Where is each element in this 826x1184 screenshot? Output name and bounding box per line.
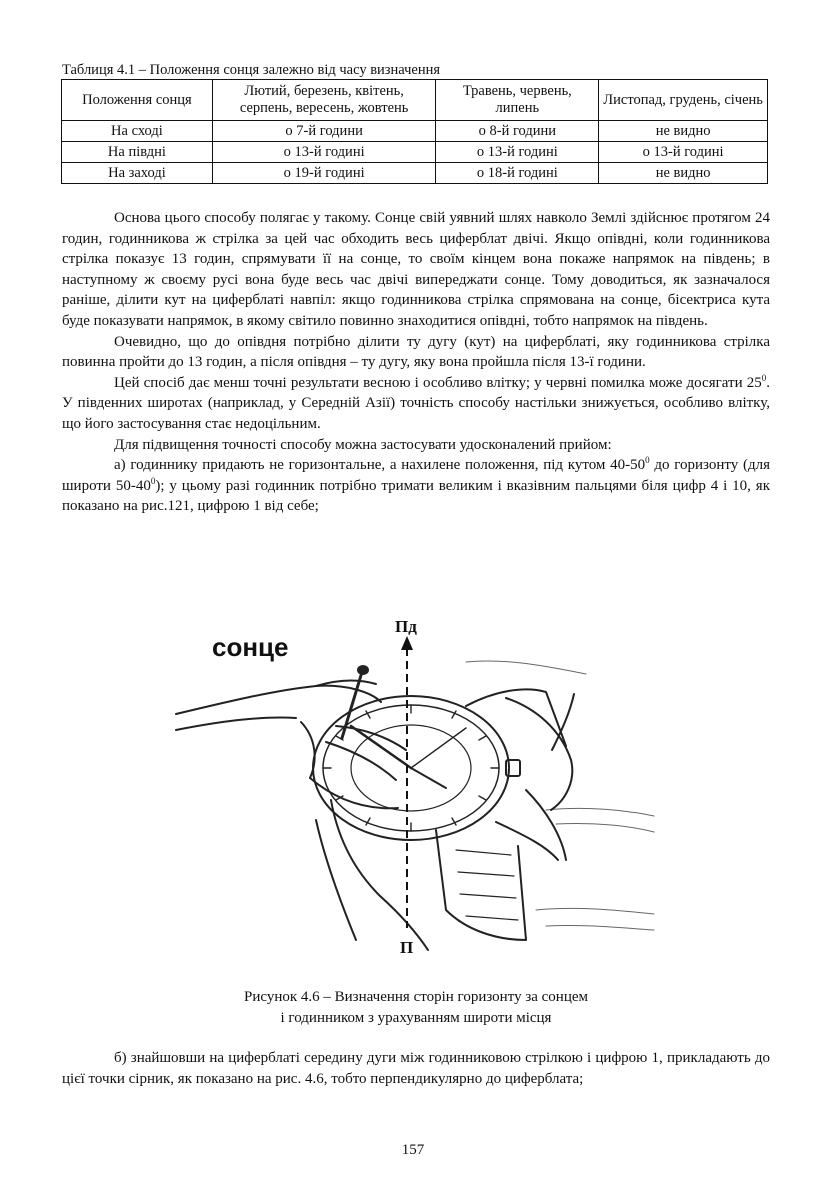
sun-label: сонце — [212, 632, 289, 662]
paragraph: Основа цього способу полягає у такому. Сонце свій уявний шлях навколо Землі здійснює протягом 24 годин, годинникова ж стрілка за цей час обходить весь циферблат двічі. Якщо опівдні, коли годинникова стрілка показує 13 годин, спрямувати її на сонце, то своїм кінцем вона покаже напрямок на південь; в наступному ж своєму русі вона буде весь час двічі випереджати сонце. Тому доводиться, як зазначалося раніше, ділити кут на циферблаті навпіл: якщо годинникова стрілка спрямована на сонце, бісектриса кута буде показувати напрямок, в якому світило повинно знаходитися опівдні, тобто напрямок на південь. — [62, 210, 770, 329]
figure-caption-line: і годинником з урахуванням широти місця — [280, 1009, 552, 1026]
table-cell: о 7-й години — [212, 121, 436, 142]
paragraph: Очевидно, що до опівдня потрібно ділити ту дугу (кут) на циферблаті, яку годинникова стрілка повинна пройти до 13 годин, а після опівдня – ту дугу, яку вона пройшла після 13-ї години. — [62, 333, 770, 371]
table-cell: На півдні — [62, 142, 213, 163]
table-cell: не видно — [599, 163, 768, 184]
degree-mark: 0 — [645, 455, 650, 466]
north-arrow-icon — [401, 636, 413, 650]
table-cell: о 8-й години — [436, 121, 599, 142]
table-row — [62, 142, 768, 163]
table-row — [62, 163, 768, 184]
south-label: П — [400, 938, 414, 957]
paragraph-text: Цей спосіб дає менш точні результати весною і особливо влітку; у червні помилка може досягати 25 — [114, 374, 762, 391]
table-header-row — [62, 80, 768, 121]
table-cell: На заході — [62, 163, 213, 184]
watch-compass-figure — [166, 610, 656, 965]
table-cell: о 13-й годині — [436, 142, 599, 163]
paragraph-text: ); у цьому разі годинник потрібно тримати великим і вказівним пальцями біля цифр 4 і 10, як показано на рис.121, цифрою 1 від себе; — [62, 477, 770, 515]
table-cell: На сході — [62, 121, 213, 142]
paragraph-text: . У південних широтах (наприклад, у Середній Азії) точність способу настільки знижується, особливо влітку, що його застосування стає недоцільним. — [62, 374, 770, 432]
paragraph: Для підвищення точності способу можна застосувати удосконалений прийом: — [114, 436, 612, 453]
table-cell: о 19-й годині — [212, 163, 436, 184]
table-header-cell: Травень, червень, липень — [436, 80, 599, 121]
table-cell: о 13-й годині — [599, 142, 768, 163]
body-text-top — [62, 208, 770, 517]
page-number: 157 — [401, 1142, 425, 1158]
figure-caption — [62, 987, 770, 1028]
table-row — [62, 121, 768, 142]
degree-mark: 0 — [150, 475, 156, 486]
table-header-cell: Положення сонця — [62, 80, 213, 121]
table-cell: о 18-й годині — [436, 163, 599, 184]
table-cell: о 13-й годині — [212, 142, 436, 163]
paragraph: б) знайшовши на циферблаті середину дуги між годинниковою стрілкою і цифрою 1, прикладають до цієї точки сірник, як показано на рис. 4.6, тобто перпендикулярно до циферблата; — [62, 1050, 770, 1087]
paragraph — [62, 455, 770, 517]
paragraph-text: а) годиннику придають не горизонтальне, а нахилене положення, під кутом 40-50 — [114, 457, 646, 474]
sun-position-table — [61, 79, 768, 184]
table-caption: Таблиця 4.1 – Положення сонця залежно від часу визначення — [62, 62, 441, 78]
table-header-cell: Листопад, грудень, січень — [599, 80, 768, 121]
north-label: Пд — [395, 617, 417, 636]
watch-illustration — [166, 610, 656, 965]
paragraph-text: до горизонту (для широти 50-40 — [62, 457, 771, 494]
body-text-bottom — [62, 1048, 770, 1089]
paragraph — [62, 373, 770, 435]
table-cell: не видно — [599, 121, 768, 142]
figure-caption-line: Рисунок 4.6 – Визначення сторін горизонту за сонцем — [243, 989, 589, 1005]
table-header-cell: Лютий, березень, квітень, серпень, вересень, жовтень — [212, 80, 436, 121]
degree-mark: 0 — [761, 372, 767, 383]
